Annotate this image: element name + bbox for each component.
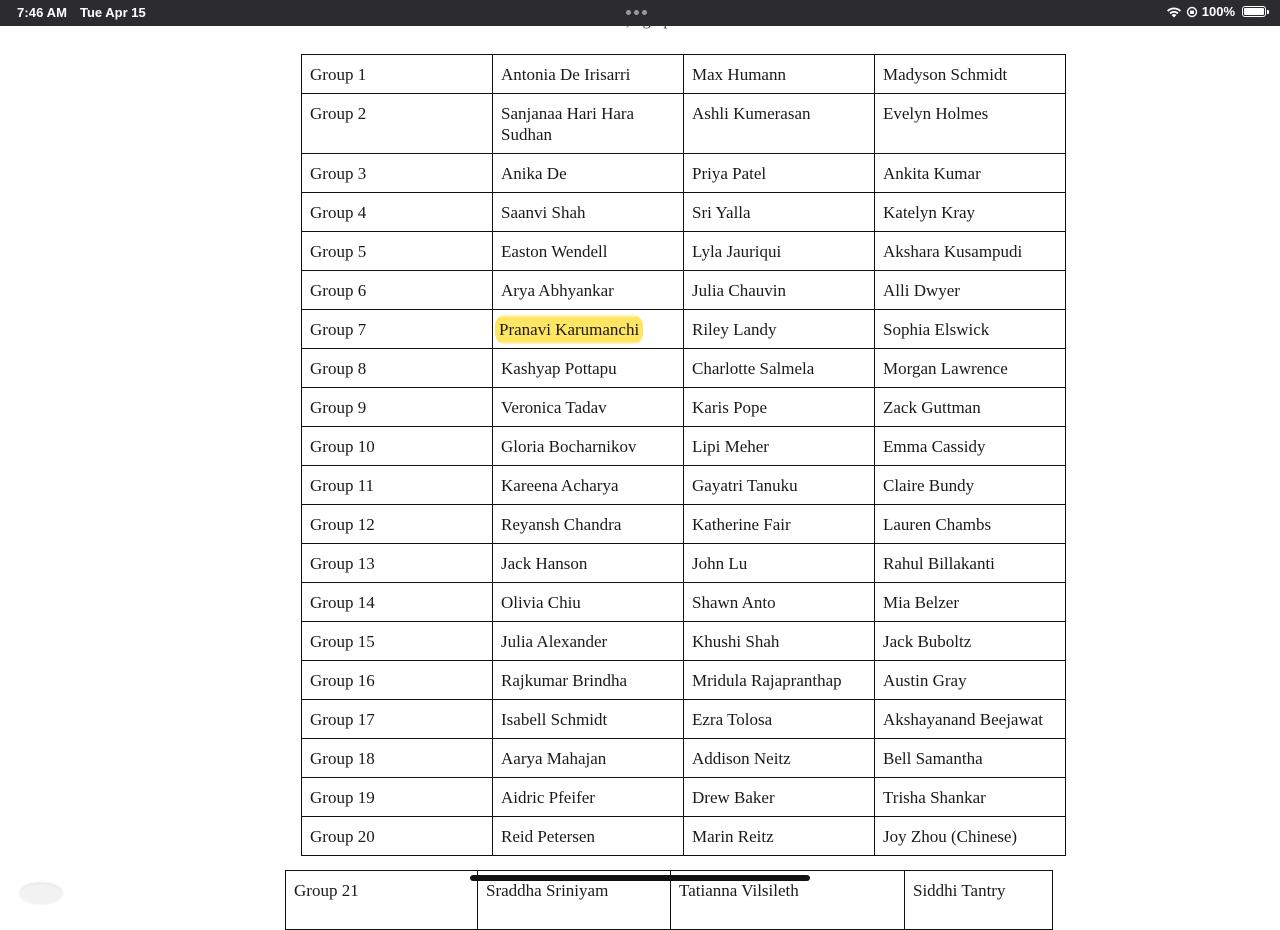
highlighted-name: Pranavi Karumanchi bbox=[495, 314, 643, 345]
member-cell: Ezra Tolosa bbox=[684, 700, 875, 739]
group-cell: Group 3 bbox=[302, 154, 493, 193]
member-cell: Bell Samantha bbox=[875, 739, 1066, 778]
table-row bbox=[302, 817, 1066, 856]
groups-table bbox=[301, 54, 1066, 856]
member-cell: Julia Alexander bbox=[493, 622, 684, 661]
group-cell: Group 1 bbox=[302, 55, 493, 94]
group-cell: Group 21 bbox=[286, 871, 478, 930]
member-cell: Anika De bbox=[493, 154, 684, 193]
member-cell: Sophia Elswick bbox=[875, 310, 1066, 349]
member-cell: Zack Guttman bbox=[875, 388, 1066, 427]
member-cell: Rahul Billakanti bbox=[875, 544, 1066, 583]
member-cell: Tatianna Vilsileth bbox=[671, 871, 905, 930]
member-cell: John Lu bbox=[684, 544, 875, 583]
member-cell: Lipi Meher bbox=[684, 427, 875, 466]
member-cell: Trisha Shankar bbox=[875, 778, 1066, 817]
home-indicator[interactable] bbox=[470, 875, 810, 881]
member-cell: Claire Bundy bbox=[875, 466, 1066, 505]
status-right bbox=[1166, 4, 1266, 19]
member-cell: Olivia Chiu bbox=[493, 583, 684, 622]
group-cell: Group 7 bbox=[302, 310, 493, 349]
table-row bbox=[302, 739, 1066, 778]
orientation-lock-icon bbox=[1186, 6, 1198, 18]
member-cell: Mridula Rajapranthap bbox=[684, 661, 875, 700]
member-cell: Sraddha Sriniyam bbox=[478, 871, 671, 930]
member-cell: Alli Dwyer bbox=[875, 271, 1066, 310]
member-cell: Khushi Shah bbox=[684, 622, 875, 661]
status-date: Tue Apr 15 bbox=[80, 5, 146, 20]
table-row bbox=[302, 778, 1066, 817]
group-cell: Group 12 bbox=[302, 505, 493, 544]
group-cell: Group 15 bbox=[302, 622, 493, 661]
member-cell: Antonia De Irisarri bbox=[493, 55, 684, 94]
group-cell: Group 5 bbox=[302, 232, 493, 271]
member-cell: Jack Buboltz bbox=[875, 622, 1066, 661]
member-cell: Drew Baker bbox=[684, 778, 875, 817]
status-time: 7:46 AM bbox=[17, 5, 68, 20]
member-cell: Marin Reitz bbox=[684, 817, 875, 856]
group-cell: Group 10 bbox=[302, 427, 493, 466]
member-cell: Aarya Mahajan bbox=[493, 739, 684, 778]
member-cell: Addison Neitz bbox=[684, 739, 875, 778]
member-cell bbox=[493, 310, 684, 349]
status-bar bbox=[0, 0, 1280, 26]
member-cell: Julia Chauvin bbox=[684, 271, 875, 310]
group-cell: Group 8 bbox=[302, 349, 493, 388]
member-cell: Siddhi Tantry bbox=[905, 871, 1053, 930]
table-row bbox=[302, 193, 1066, 232]
table-row bbox=[302, 271, 1066, 310]
battery-percentage: 100% bbox=[1201, 4, 1235, 19]
group-cell: Group 17 bbox=[302, 700, 493, 739]
member-cell: Austin Gray bbox=[875, 661, 1066, 700]
group-cell: Group 4 bbox=[302, 193, 493, 232]
member-cell: Katherine Fair bbox=[684, 505, 875, 544]
member-cell: Akshara Kusampudi bbox=[875, 232, 1066, 271]
table-row bbox=[302, 310, 1066, 349]
member-cell: Reyansh Chandra bbox=[493, 505, 684, 544]
table-row bbox=[302, 94, 1066, 154]
table-row bbox=[302, 700, 1066, 739]
table-row bbox=[302, 466, 1066, 505]
table-row bbox=[302, 661, 1066, 700]
group-cell: Group 9 bbox=[302, 388, 493, 427]
member-cell: Reid Petersen bbox=[493, 817, 684, 856]
member-cell: Veronica Tadav bbox=[493, 388, 684, 427]
table-row bbox=[302, 55, 1066, 94]
table-row bbox=[302, 505, 1066, 544]
group-cell: Group 20 bbox=[302, 817, 493, 856]
table-row bbox=[302, 544, 1066, 583]
member-cell: Charlotte Salmela bbox=[684, 349, 875, 388]
member-cell: Emma Cassidy bbox=[875, 427, 1066, 466]
group-cell: Group 18 bbox=[302, 739, 493, 778]
table-row bbox=[302, 154, 1066, 193]
member-cell: Kashyap Pottapu bbox=[493, 349, 684, 388]
member-cell: Kareena Acharya bbox=[493, 466, 684, 505]
member-cell: Joy Zhou (Chinese) bbox=[875, 817, 1066, 856]
member-cell: Jack Hanson bbox=[493, 544, 684, 583]
table-row bbox=[302, 349, 1066, 388]
table-row bbox=[302, 583, 1066, 622]
member-cell: Karis Pope bbox=[684, 388, 875, 427]
member-cell: Shawn Anto bbox=[684, 583, 875, 622]
member-cell: Rajkumar Brindha bbox=[493, 661, 684, 700]
member-cell: Lyla Jauriqui bbox=[684, 232, 875, 271]
battery-icon bbox=[1242, 6, 1266, 17]
group-cell: Group 11 bbox=[302, 466, 493, 505]
member-cell: Priya Patel bbox=[684, 154, 875, 193]
member-cell: Ankita Kumar bbox=[875, 154, 1066, 193]
table-row bbox=[302, 622, 1066, 661]
member-cell: Riley Landy bbox=[684, 310, 875, 349]
member-cell: Ashli Kumerasan bbox=[684, 94, 875, 154]
member-cell: Morgan Lawrence bbox=[875, 349, 1066, 388]
member-cell: Katelyn Kray bbox=[875, 193, 1066, 232]
group-cell: Group 13 bbox=[302, 544, 493, 583]
table-row bbox=[302, 232, 1066, 271]
wifi-icon bbox=[1166, 6, 1182, 18]
member-cell: Arya Abhyankar bbox=[493, 271, 684, 310]
group-cell: Group 14 bbox=[302, 583, 493, 622]
member-cell: Evelyn Holmes bbox=[875, 94, 1066, 154]
member-cell: Gloria Bocharnikov bbox=[493, 427, 684, 466]
member-cell: Sanjanaa Hari Hara Sudhan bbox=[493, 94, 684, 154]
member-cell: Mia Belzer bbox=[875, 583, 1066, 622]
group-cell: Group 16 bbox=[302, 661, 493, 700]
table-row bbox=[302, 427, 1066, 466]
member-cell: Max Humann bbox=[684, 55, 875, 94]
table-row bbox=[302, 388, 1066, 427]
group-cell: Group 2 bbox=[302, 94, 493, 154]
member-cell: Lauren Chambs bbox=[875, 505, 1066, 544]
member-cell: Isabell Schmidt bbox=[493, 700, 684, 739]
multitasking-dots-icon[interactable] bbox=[626, 10, 647, 15]
member-cell: Sri Yalla bbox=[684, 193, 875, 232]
group-cell: Group 19 bbox=[302, 778, 493, 817]
corner-handle[interactable] bbox=[20, 884, 62, 904]
member-cell: Easton Wendell bbox=[493, 232, 684, 271]
member-cell: Akshayanand Beejawat bbox=[875, 700, 1066, 739]
group-cell: Group 6 bbox=[302, 271, 493, 310]
member-cell: Gayatri Tanuku bbox=[684, 466, 875, 505]
member-cell: Madyson Schmidt bbox=[875, 55, 1066, 94]
member-cell: Saanvi Shah bbox=[493, 193, 684, 232]
member-cell: Aidric Pfeifer bbox=[493, 778, 684, 817]
